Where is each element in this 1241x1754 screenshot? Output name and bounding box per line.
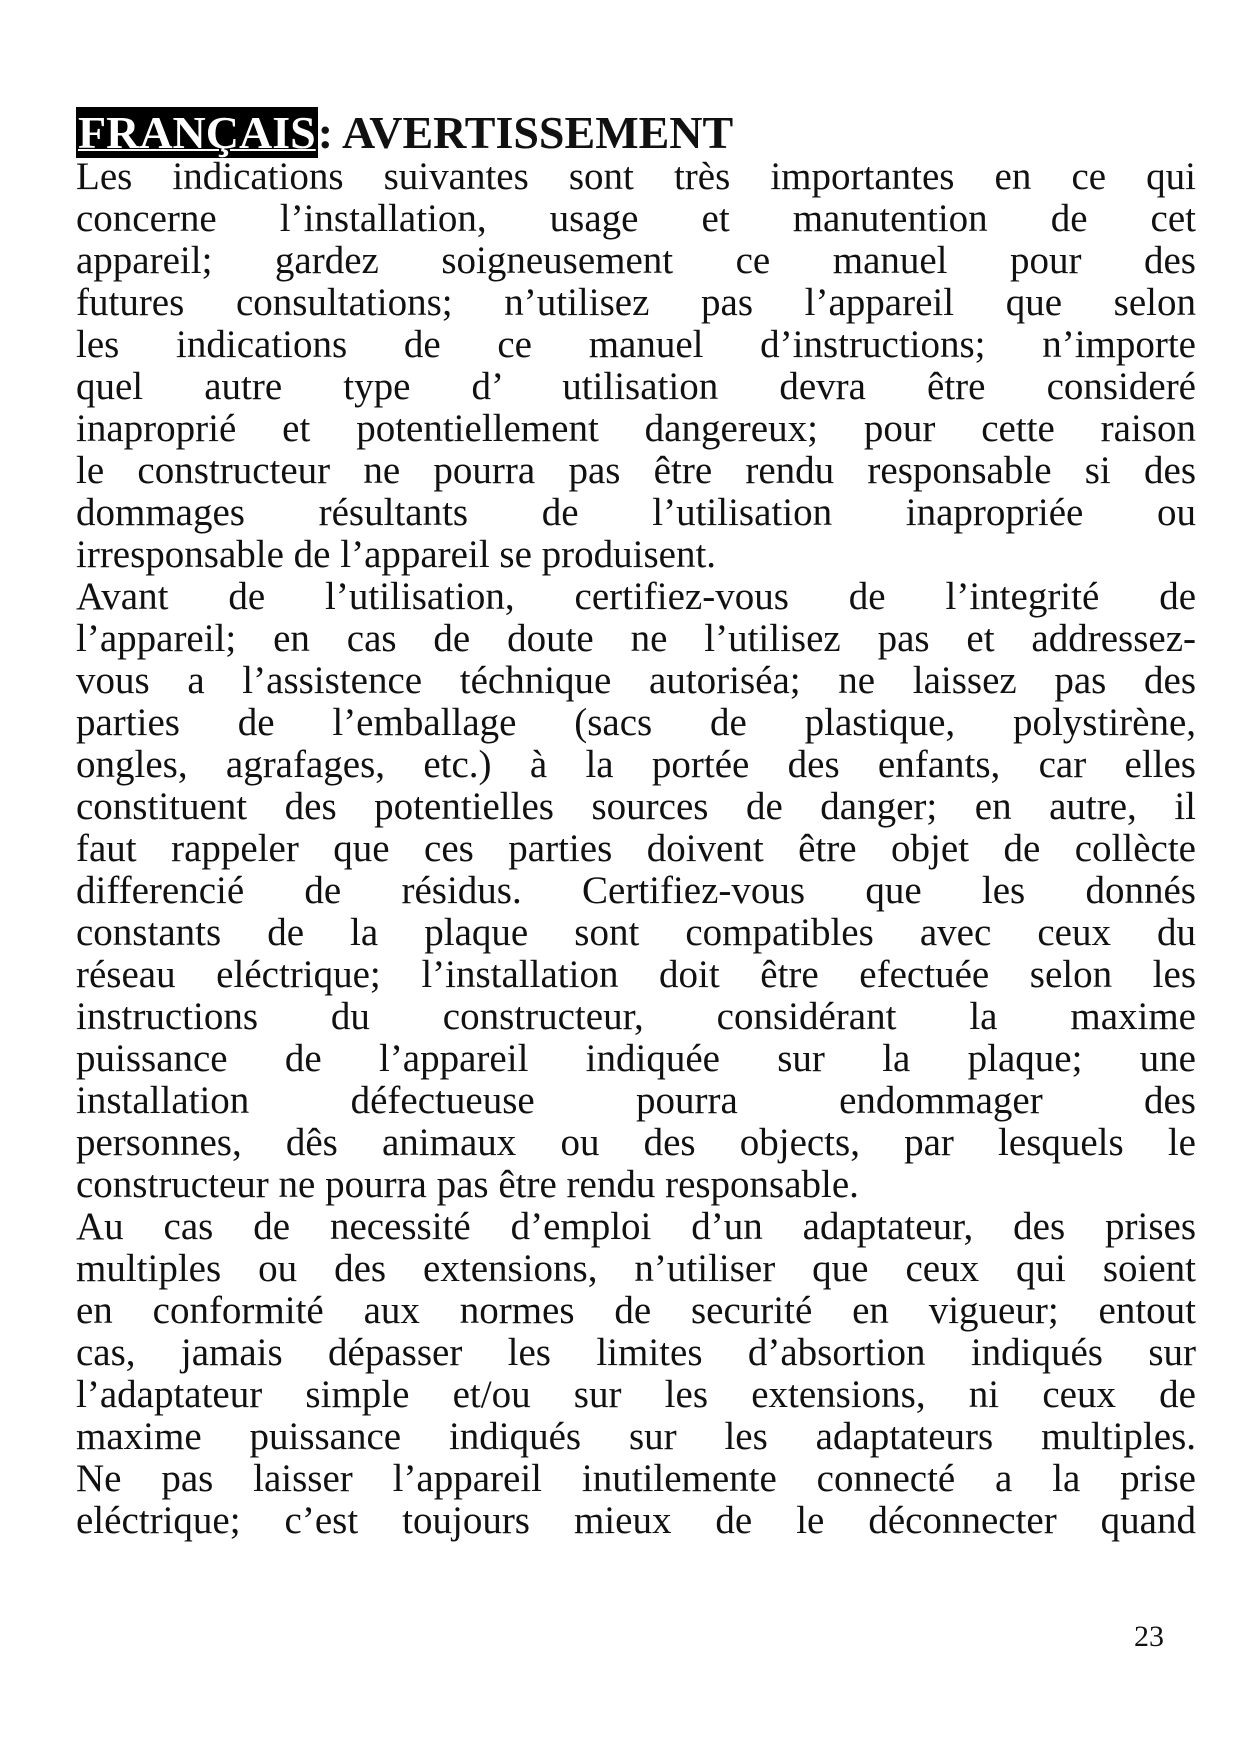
text-line: inaproprié et potentiellement dangereux; pour cette raison <box>76 407 1196 450</box>
text-line: constants de la plaque sont compatibles avec ceux du <box>76 911 1196 954</box>
text-line: parties de l’emballage (sacs de plastique, polystirène, <box>76 701 1196 744</box>
text-line: l’adaptateur simple et/ou sur les extensions, ni ceux de <box>76 1373 1196 1416</box>
page-number: 23 <box>1134 1620 1164 1653</box>
text-line: eléctrique; c’est toujours mieux de le déconnecter quand <box>76 1499 1196 1542</box>
text-line: cas, jamais dépasser les limites d’absortion indiqués sur <box>76 1331 1196 1374</box>
text-line: puissance de l’appareil indiquée sur la plaque; une <box>76 1037 1196 1080</box>
text-line: constructeur ne pourra pas être rendu responsable. <box>76 1163 859 1206</box>
text-line: instructions du constructeur, considérant la maxime <box>76 995 1196 1038</box>
text-line: quel autre type d’ utilisation devra être consideré <box>76 365 1196 408</box>
text-line: Ne pas laisser l’appareil inutilemente connecté a la prise <box>76 1457 1196 1500</box>
text-line: ongles, agrafages, etc.) à la portée des enfants, car elles <box>76 743 1196 786</box>
body-text <box>76 156 1196 1542</box>
heading-title: AVERTISSEMENT <box>341 107 734 158</box>
text-line: Au cas de necessité d’emploi d’un adaptateur, des prises <box>76 1205 1196 1248</box>
language-label: FRANÇAIS <box>78 107 316 158</box>
text-line: futures consultations; n’utilisez pas l’appareil que selon <box>76 281 1196 324</box>
text-line: constituent des potentielles sources de danger; en autre, il <box>76 785 1196 828</box>
text-line: personnes, dês animaux ou des objects, par lesquels le <box>76 1121 1196 1164</box>
text-line: réseau eléctrique; l’installation doit être efectuée selon les <box>76 953 1196 996</box>
text-line: Les indications suivantes sont très importantes en ce qui <box>76 155 1196 198</box>
text-line: le constructeur ne pourra pas être rendu responsable si des <box>76 449 1196 492</box>
section-heading <box>76 107 1196 158</box>
text-line: les indications de ce manuel d’instructions; n’importe <box>76 323 1196 366</box>
text-line: irresponsable de l’appareil se produisent. <box>76 533 717 576</box>
heading-separator: : <box>317 107 342 158</box>
text-line: dommages résultants de l’utilisation inapropriée ou <box>76 491 1196 534</box>
text-line: appareil; gardez soigneusement ce manuel pour des <box>76 239 1196 282</box>
text-line: differencié de résidus. Certifiez-vous que les donnés <box>76 869 1196 912</box>
text-line: en conformité aux normes de securité en vigueur; entout <box>76 1289 1196 1332</box>
text-line: installation défectueuse pourra endommager des <box>76 1079 1196 1122</box>
text-line: maxime puissance indiqués sur les adaptateurs multiples. <box>76 1415 1196 1458</box>
text-line: faut rappeler que ces parties doivent être objet de collècte <box>76 827 1196 870</box>
text-line: l’appareil; en cas de doute ne l’utilisez pas et addressez- <box>76 617 1196 660</box>
text-line: Avant de l’utilisation, certifiez-vous de l’integrité de <box>76 575 1196 618</box>
document-page <box>76 107 1196 1542</box>
text-line: vous a l’assistence téchnique autoriséa; ne laissez pas des <box>76 659 1196 702</box>
text-line: multiples ou des extensions, n’utiliser que ceux qui soient <box>76 1247 1196 1290</box>
text-line: concerne l’installation, usage et manutention de cet <box>76 197 1196 240</box>
